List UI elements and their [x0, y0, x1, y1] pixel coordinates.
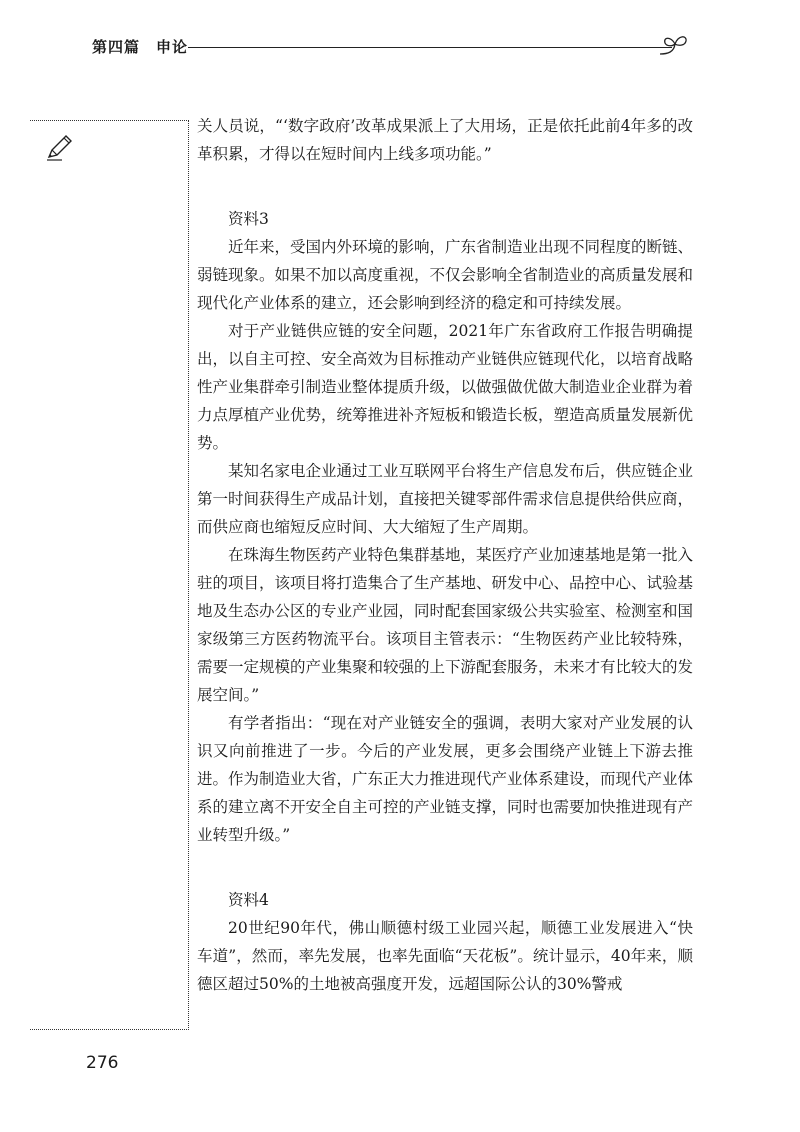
sprout-icon: [658, 32, 690, 60]
running-header: [92, 32, 692, 62]
section-title: 第四篇 申论: [92, 38, 189, 56]
section-3-title: 资料3: [228, 210, 269, 228]
paragraph: 对于产业链供应链的安全问题，2021年广东省政府工作报告明确提出，以自主可控、安全高效为目标推动产业链供应链现代化，以培育战略性产业集群牵引制造业整体提质升级，以做强做优做大制造业企业群为着力点厚植产业优势，统筹推进补齐短板和锻造长板，塑造高质量发展新优势。: [197, 322, 694, 452]
notes-margin: [30, 120, 189, 1030]
header-rule: [188, 47, 672, 48]
paragraph: 有学者指出：“现在对产业链安全的强调，表明大家对产业发展的认识又向前推进了一步。今后的产业发展，更多会围绕产业链上下游去推进。作为制造业大省，广东正大力推进现代产业体系建设，而现代产业体系的建立离不开安全自主可控的产业链支撑，同时也需要加快推进现有产业转型升级。”: [197, 714, 694, 844]
page-body: [197, 112, 693, 998]
page-number: 276: [86, 1053, 119, 1073]
paragraph: 某知名家电企业通过工业互联网平台将生产信息发布后，供应链企业第一时间获得生产成品计划，直接把关键零部件需求信息提供给供应商，而供应商也缩短反应时间、大大缩短了生产周期。: [197, 462, 694, 536]
paragraph: 近年来，受国内外环境的影响，广东省制造业出现不同程度的断链、弱链现象。如果不加以高度重视，不仅会影响全省制造业的高质量发展和现代化产业体系的建立，还会影响到经济的稳定和可持续发展。: [197, 238, 694, 312]
pencil-icon: [44, 133, 74, 163]
section-4-title: 资料4: [228, 891, 269, 909]
paragraph: 在珠海生物医药产业特色集群基地，某医疗产业加速基地是第一批入驻的项目，该项目将打造集合了生产基地、研发中心、品控中心、试验基地及生态办公区的专业产业园，同时配套国家级公共实验室、检测室和国家级第三方医药物流平台。该项目主管表示：“生物医药产业比较特殊，需要一定规模的产业集聚和较强的上下游配套服务，未来才有比较大的发展空间。”: [197, 546, 694, 704]
paragraph-intro: 关人员说，“‘数字政府’改革成果派上了大用场，正是依托此前4年多的改革积累，才得以在短时间内上线多项功能。”: [197, 117, 693, 163]
paragraph: 20世纪90年代，佛山顺德村级工业园兴起，顺德工业发展进入“快车道”，然而，率先发展，也率先面临“天花板”。统计显示，40年来，顺德区超过50%的土地被高强度开发，远超国际公认的30%警戒: [197, 919, 693, 993]
